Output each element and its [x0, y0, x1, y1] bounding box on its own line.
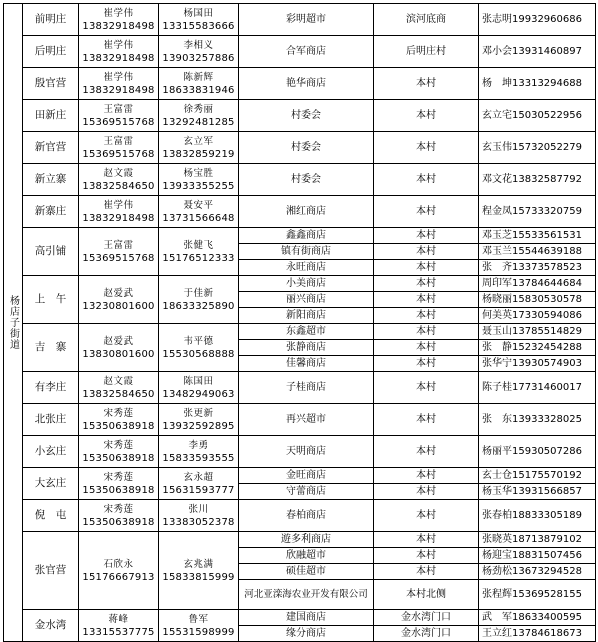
- table-row: [4, 132, 596, 164]
- secondary-contact-phone: 15631593777: [162, 484, 235, 496]
- store-name-cell: 缘分商店: [239, 626, 374, 642]
- primary-contact-name: 崔学伟: [103, 39, 134, 51]
- primary-contact-phone: 15350638918: [82, 484, 155, 496]
- store-location-cell: 本村: [374, 436, 479, 468]
- secondary-contact-cell: [159, 132, 239, 164]
- table-row: [4, 164, 596, 196]
- primary-contact-name: 王富雷: [103, 135, 134, 147]
- store-location-cell: 本村: [374, 244, 479, 260]
- table-row: [4, 100, 596, 132]
- store-name-cell: 艳华商店: [239, 68, 374, 100]
- secondary-contact-phone: 13932592895: [162, 420, 235, 432]
- store-location-cell: 滨河底商: [374, 4, 479, 36]
- secondary-contact-phone: 13383052378: [162, 516, 235, 528]
- secondary-contact-cell: [159, 100, 239, 132]
- table-row: [4, 276, 596, 292]
- store-contact-cell: 邓小会13931460897: [479, 36, 596, 68]
- primary-contact-name: 赵爱武: [103, 335, 134, 347]
- secondary-contact-name: 张川: [188, 503, 209, 515]
- store-name-cell: 硕佳超市: [239, 564, 374, 580]
- village-name-cell: 倪 屯: [23, 500, 79, 532]
- village-name-cell: 后明庄: [23, 36, 79, 68]
- secondary-contact-phone: 13933355255: [162, 180, 235, 192]
- primary-contact-name: 崔学伟: [103, 199, 134, 211]
- primary-contact-cell: [79, 196, 159, 228]
- table-row: [4, 532, 596, 548]
- secondary-contact-cell: [159, 610, 239, 642]
- primary-contact-cell: [79, 372, 159, 404]
- primary-contact-cell: [79, 468, 159, 500]
- secondary-contact-phone: 15833815999: [162, 571, 235, 583]
- table-row: [4, 36, 596, 68]
- primary-contact-phone: 13832584650: [82, 388, 155, 400]
- primary-contact-phone: 15369515768: [82, 148, 155, 160]
- primary-contact-cell: [79, 404, 159, 436]
- store-contact-cell: 邓玉芝15533561531: [479, 228, 596, 244]
- secondary-contact-phone: 15531598999: [162, 626, 235, 638]
- primary-contact-phone: 13830801600: [82, 348, 155, 360]
- primary-contact-name: 赵文霞: [103, 375, 134, 387]
- store-contact-cell: 王立红13784618673: [479, 626, 596, 642]
- table-row: [4, 68, 596, 100]
- primary-contact-name: 蒋峰: [108, 613, 129, 625]
- secondary-contact-name: 玄兆满: [183, 558, 214, 570]
- store-name-cell: 合军商店: [239, 36, 374, 68]
- primary-contact-name: 宋秀莲: [103, 407, 134, 419]
- primary-contact-cell: [79, 532, 159, 610]
- store-contact-cell: 何美英17330594086: [479, 308, 596, 324]
- store-location-cell: 本村: [374, 100, 479, 132]
- store-name-cell: 建国商店: [239, 610, 374, 626]
- table-row: [4, 196, 596, 228]
- primary-contact-cell: [79, 4, 159, 36]
- store-location-cell: 本村: [374, 372, 479, 404]
- table-row: [4, 372, 596, 404]
- village-name-cell: 北张庄: [23, 404, 79, 436]
- store-name-cell: 永旺商店: [239, 260, 374, 276]
- primary-contact-name: 赵爱武: [103, 287, 134, 299]
- secondary-contact-name: 陈国田: [183, 375, 214, 387]
- primary-contact-cell: [79, 324, 159, 372]
- store-contact-cell: 杨玉华13931566857: [479, 484, 596, 500]
- secondary-contact-name: 玄永超: [183, 471, 214, 483]
- store-location-cell: 本村: [374, 404, 479, 436]
- primary-contact-phone: 13832584650: [82, 180, 155, 192]
- store-name-cell: 村委会: [239, 100, 374, 132]
- secondary-contact-name: 陈新辉: [183, 71, 214, 83]
- store-location-cell: 本村: [374, 196, 479, 228]
- primary-contact-name: 石欣永: [103, 558, 134, 570]
- store-name-cell: 鑫鑫商店: [239, 228, 374, 244]
- store-contact-cell: 张华宁13930574903: [479, 356, 596, 372]
- store-location-cell: 本村: [374, 468, 479, 484]
- primary-contact-phone: 15350638918: [82, 452, 155, 464]
- village-name-cell: 有李庄: [23, 372, 79, 404]
- secondary-contact-cell: [159, 436, 239, 468]
- primary-contact-phone: 13832918498: [82, 20, 155, 32]
- store-location-cell: 本村: [374, 260, 479, 276]
- village-contact-table: [3, 3, 596, 642]
- secondary-contact-cell: [159, 532, 239, 610]
- store-contact-cell: 杨晓丽15830530578: [479, 292, 596, 308]
- secondary-contact-name: 李勇: [188, 439, 209, 451]
- village-name-cell: 新立寨: [23, 164, 79, 196]
- secondary-contact-cell: [159, 404, 239, 436]
- secondary-contact-phone: 13292481285: [162, 116, 235, 128]
- primary-contact-phone: 15350638918: [82, 420, 155, 432]
- village-name-cell: 新寨庄: [23, 196, 79, 228]
- secondary-contact-name: 玄立军: [183, 135, 214, 147]
- store-name-cell: 东鑫超市: [239, 324, 374, 340]
- secondary-contact-cell: [159, 324, 239, 372]
- table-row: [4, 610, 596, 626]
- village-name-cell: 吉 寨: [23, 324, 79, 372]
- store-name-cell: 丽兴商店: [239, 292, 374, 308]
- store-location-cell: 本村: [374, 276, 479, 292]
- primary-contact-cell: [79, 276, 159, 324]
- primary-contact-name: 赵文霞: [103, 167, 134, 179]
- primary-contact-phone: 13315537775: [82, 626, 155, 638]
- store-contact-cell: 邓玉兰15544639188: [479, 244, 596, 260]
- primary-contact-cell: [79, 228, 159, 276]
- secondary-contact-cell: [159, 36, 239, 68]
- store-contact-cell: 聂玉山13785514829: [479, 324, 596, 340]
- primary-contact-cell: [79, 100, 159, 132]
- store-name-cell: 彩明超市: [239, 4, 374, 36]
- store-location-cell: 本村: [374, 68, 479, 100]
- secondary-contact-cell: [159, 4, 239, 36]
- store-location-cell: 本村: [374, 164, 479, 196]
- store-contact-cell: 邓文花13832587792: [479, 164, 596, 196]
- store-location-cell: 本村: [374, 308, 479, 324]
- store-contact-cell: 玄立宅15030522956: [479, 100, 596, 132]
- village-name-cell: 上 午: [23, 276, 79, 324]
- store-name-cell: 张静商店: [239, 340, 374, 356]
- primary-contact-phone: 15176667913: [82, 571, 155, 583]
- store-contact-cell: 张 静15232454288: [479, 340, 596, 356]
- table-row: [4, 500, 596, 532]
- store-location-cell: 本村: [374, 484, 479, 500]
- secondary-contact-name: 徐秀丽: [183, 103, 214, 115]
- store-name-cell: 欣融超市: [239, 548, 374, 564]
- table-row: [4, 404, 596, 436]
- secondary-contact-cell: [159, 276, 239, 324]
- village-name-cell: 高引铺: [23, 228, 79, 276]
- store-name-cell: 湘红商店: [239, 196, 374, 228]
- primary-contact-name: 崔学伟: [103, 7, 134, 19]
- secondary-contact-cell: [159, 468, 239, 500]
- store-contact-cell: 杨劲松13673294528: [479, 564, 596, 580]
- secondary-contact-name: 聂安平: [183, 199, 214, 211]
- secondary-contact-cell: [159, 372, 239, 404]
- store-name-cell: 镇有街商店: [239, 244, 374, 260]
- store-contact-cell: 周印军13784644684: [479, 276, 596, 292]
- store-name-cell: 佳馨商店: [239, 356, 374, 372]
- secondary-contact-name: 李相义: [183, 39, 214, 51]
- store-name-cell: 遊多利商店: [239, 532, 374, 548]
- secondary-contact-name: 张更新: [183, 407, 214, 419]
- table-row: [4, 436, 596, 468]
- store-contact-cell: 张程辉15369528155: [479, 580, 596, 610]
- secondary-contact-name: 韦平德: [183, 335, 214, 347]
- store-contact-cell: 张春柏18833305189: [479, 500, 596, 532]
- primary-contact-name: 王富雷: [103, 103, 134, 115]
- primary-contact-name: 崔学伟: [103, 71, 134, 83]
- store-name-cell: 村委会: [239, 132, 374, 164]
- store-location-cell: 本村: [374, 132, 479, 164]
- store-contact-cell: 杨 坤13313294688: [479, 68, 596, 100]
- village-name-cell: 大玄庄: [23, 468, 79, 500]
- store-location-cell: 本村: [374, 292, 479, 308]
- store-contact-cell: 张 齐13373578523: [479, 260, 596, 276]
- store-contact-cell: 张晓英18713879102: [479, 532, 596, 548]
- secondary-contact-phone: 13903257886: [162, 52, 235, 64]
- secondary-contact-phone: 18633325890: [162, 300, 235, 312]
- secondary-contact-phone: 15833593555: [162, 452, 235, 464]
- store-name-cell: 天明商店: [239, 436, 374, 468]
- store-location-cell: 后明庄村: [374, 36, 479, 68]
- store-contact-cell: 张志明19932960686: [479, 4, 596, 36]
- primary-contact-cell: [79, 132, 159, 164]
- primary-contact-cell: [79, 68, 159, 100]
- store-contact-cell: 玄士仓15175570192: [479, 468, 596, 484]
- primary-contact-cell: [79, 500, 159, 532]
- store-name-cell: 金旺商店: [239, 468, 374, 484]
- primary-contact-cell: [79, 36, 159, 68]
- secondary-contact-cell: [159, 196, 239, 228]
- street-name-cell: 杨店子街道: [4, 4, 23, 642]
- store-contact-cell: 杨丽平15930507286: [479, 436, 596, 468]
- secondary-contact-name: 于佳新: [183, 287, 214, 299]
- secondary-contact-name: 杨宝胜: [183, 167, 214, 179]
- store-contact-cell: 武 军18633400595: [479, 610, 596, 626]
- secondary-contact-phone: 13482949063: [162, 388, 235, 400]
- store-location-cell: 本村: [374, 356, 479, 372]
- primary-contact-phone: 13832918498: [82, 52, 155, 64]
- secondary-contact-phone: 13832859219: [162, 148, 235, 160]
- primary-contact-phone: 15369515768: [82, 252, 155, 264]
- store-location-cell: 金水湾门口: [374, 610, 479, 626]
- secondary-contact-cell: [159, 164, 239, 196]
- store-location-cell: 本村: [374, 324, 479, 340]
- secondary-contact-cell: [159, 500, 239, 532]
- store-location-cell: 本村: [374, 228, 479, 244]
- store-location-cell: 金水湾门口: [374, 626, 479, 642]
- table-row: [4, 468, 596, 484]
- store-contact-cell: 玄玉伟15732052279: [479, 132, 596, 164]
- store-name-cell: 河北亚滦海农业开发有限公司: [239, 580, 374, 610]
- store-contact-cell: 张 东13933328025: [479, 404, 596, 436]
- secondary-contact-phone: 15176512333: [162, 252, 235, 264]
- store-name-cell: 再兴超市: [239, 404, 374, 436]
- store-location-cell: 本村: [374, 340, 479, 356]
- store-location-cell: 本村: [374, 532, 479, 548]
- secondary-contact-phone: 15530568888: [162, 348, 235, 360]
- secondary-contact-cell: [159, 228, 239, 276]
- village-name-cell: 田新庄: [23, 100, 79, 132]
- village-name-cell: 金水湾: [23, 610, 79, 642]
- store-name-cell: 春柏商店: [239, 500, 374, 532]
- store-location-cell: 本村北侧: [374, 580, 479, 610]
- table-row: [4, 228, 596, 244]
- secondary-contact-name: 杨国田: [183, 7, 214, 19]
- secondary-contact-phone: 18633831946: [162, 84, 235, 96]
- secondary-contact-name: 张健飞: [183, 239, 214, 251]
- village-name-cell: 前明庄: [23, 4, 79, 36]
- primary-contact-phone: 13832918498: [82, 84, 155, 96]
- primary-contact-cell: [79, 436, 159, 468]
- primary-contact-name: 宋秀莲: [103, 503, 134, 515]
- store-name-cell: 小美商店: [239, 276, 374, 292]
- store-contact-cell: 陈子桂17731460017: [479, 372, 596, 404]
- secondary-contact-phone: 13731566648: [162, 212, 235, 224]
- secondary-contact-phone: 13315583666: [162, 20, 235, 32]
- village-name-cell: 新官营: [23, 132, 79, 164]
- store-location-cell: 本村: [374, 548, 479, 564]
- store-name-cell: 新阳商店: [239, 308, 374, 324]
- primary-contact-phone: 15350638918: [82, 516, 155, 528]
- store-name-cell: 守蕾商店: [239, 484, 374, 500]
- secondary-contact-cell: [159, 68, 239, 100]
- store-name-cell: 村委会: [239, 164, 374, 196]
- secondary-contact-name: 鲁军: [188, 613, 209, 625]
- village-name-cell: 小玄庄: [23, 436, 79, 468]
- store-location-cell: 本村: [374, 500, 479, 532]
- primary-contact-phone: 13832918498: [82, 212, 155, 224]
- village-name-cell: 张官营: [23, 532, 79, 610]
- village-name-cell: 殷官营: [23, 68, 79, 100]
- store-contact-cell: 程金凤15733320759: [479, 196, 596, 228]
- table-row: [4, 324, 596, 340]
- store-name-cell: 子桂商店: [239, 372, 374, 404]
- table-row: [4, 4, 596, 36]
- primary-contact-phone: 15369515768: [82, 116, 155, 128]
- primary-contact-name: 王富雷: [103, 239, 134, 251]
- primary-contact-cell: [79, 164, 159, 196]
- primary-contact-phone: 13230801600: [82, 300, 155, 312]
- store-contact-cell: 杨迎宝18831507456: [479, 548, 596, 564]
- primary-contact-cell: [79, 610, 159, 642]
- primary-contact-name: 宋秀莲: [103, 439, 134, 451]
- store-location-cell: 本村: [374, 564, 479, 580]
- primary-contact-name: 宋秀莲: [103, 471, 134, 483]
